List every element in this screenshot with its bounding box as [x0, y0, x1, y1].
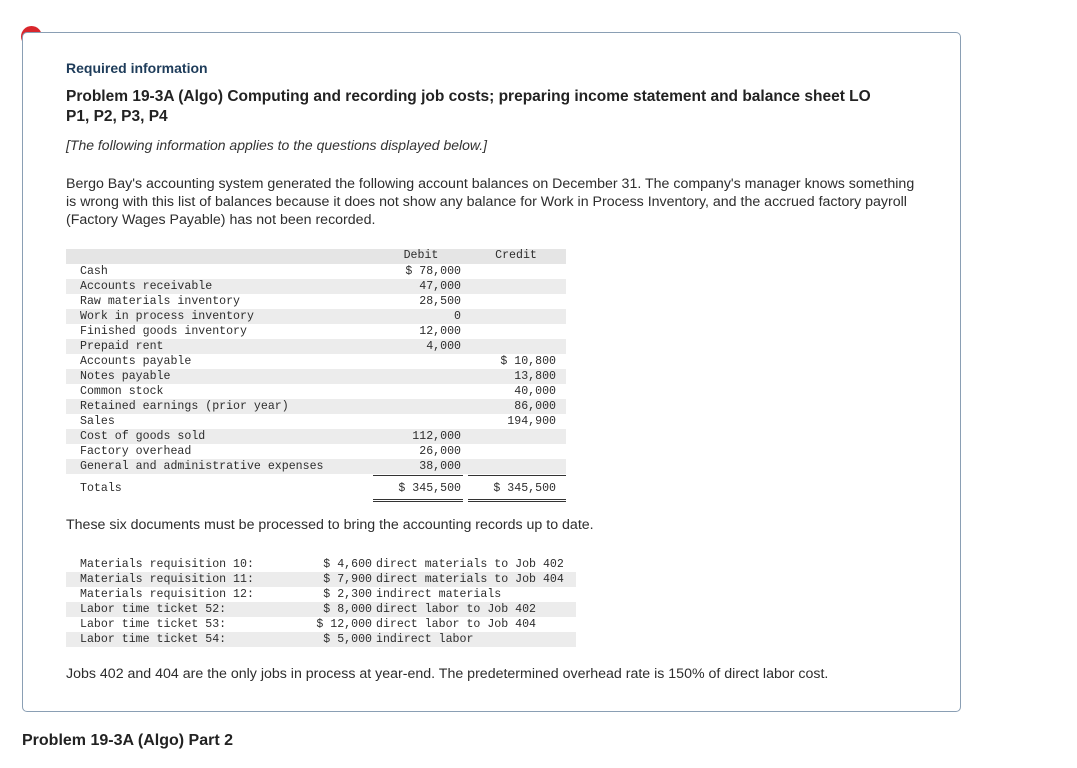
credit-value: 13,800 [514, 370, 556, 383]
document-description: direct materials to Job 402 [376, 558, 564, 571]
account-name: Accounts receivable [80, 280, 213, 293]
document-amount: $ 2,300 [323, 588, 372, 601]
list-item [66, 632, 576, 647]
table-row [66, 369, 566, 384]
closing-note: Jobs 402 and 404 are the only jobs in process at year-end. The predetermined overhead rate is 150% of direct labor cost. [66, 666, 829, 682]
list-item [66, 572, 576, 587]
credit-double-rule-1 [468, 499, 566, 500]
account-name: Common stock [80, 385, 164, 398]
totals-label: Totals [80, 482, 122, 495]
credit-value: 86,000 [514, 400, 556, 413]
document-label: Materials requisition 10: [80, 558, 254, 571]
table-row [66, 429, 566, 444]
debit-total-rule [373, 475, 463, 476]
document-description: direct materials to Job 404 [376, 573, 564, 586]
table-row [66, 279, 566, 294]
account-name: Raw materials inventory [80, 295, 241, 308]
debit-value: $ 78,000 [405, 265, 461, 278]
totals-row [66, 481, 566, 496]
six-documents-text: These six documents must be processed to bring the accounting records up to date. [66, 517, 594, 533]
debit-value: 112,000 [412, 430, 461, 443]
debit-total: $ 345,500 [398, 482, 461, 495]
required-information-label: Required information [66, 60, 208, 76]
table-row [66, 399, 566, 414]
table-row [66, 264, 566, 279]
document-amount: $ 4,600 [323, 558, 372, 571]
debit-value: 28,500 [419, 295, 461, 308]
debit-value: 26,000 [419, 445, 461, 458]
document-label: Labor time ticket 52: [80, 603, 227, 616]
table-row [66, 459, 566, 474]
document-label: Materials requisition 12: [80, 588, 254, 601]
document-label: Materials requisition 11: [80, 573, 254, 586]
list-item [66, 602, 576, 617]
account-name: General and administrative expenses [80, 460, 324, 473]
table-row [66, 294, 566, 309]
account-name: Work in process inventory [80, 310, 254, 323]
account-name: Cash [80, 265, 108, 278]
table-row [66, 414, 566, 429]
table-header-row [66, 249, 566, 264]
required-information-card [22, 32, 961, 712]
account-name: Retained earnings (prior year) [80, 400, 289, 413]
table-row [66, 444, 566, 459]
account-name: Notes payable [80, 370, 171, 383]
debit-value: 12,000 [419, 325, 461, 338]
debit-value: 38,000 [419, 460, 461, 473]
document-description: direct labor to Job 404 [376, 618, 537, 631]
credit-header: Credit [495, 249, 537, 262]
account-name: Finished goods inventory [80, 325, 247, 338]
list-item [66, 557, 576, 572]
table-row [66, 354, 566, 369]
document-amount: $ 5,000 [323, 633, 372, 646]
part-title: Problem 19-3A (Algo) Part 2 [22, 732, 234, 749]
document-label: Labor time ticket 54: [80, 633, 227, 646]
account-name: Factory overhead [80, 445, 192, 458]
document-amount: $ 7,900 [323, 573, 372, 586]
credit-double-rule-2 [468, 501, 566, 502]
list-item [66, 617, 576, 632]
table-row [66, 324, 566, 339]
document-description: indirect labor [376, 633, 474, 646]
list-item [66, 587, 576, 602]
table-row [66, 339, 566, 354]
account-name: Prepaid rent [80, 340, 164, 353]
document-amount: $ 8,000 [323, 603, 372, 616]
document-description: direct labor to Job 402 [376, 603, 537, 616]
debit-value: 0 [454, 310, 461, 323]
table-row [66, 384, 566, 399]
credit-total: $ 345,500 [493, 482, 556, 495]
debit-header: Debit [403, 249, 439, 262]
account-name: Accounts payable [80, 355, 192, 368]
problem-title: Problem 19-3A (Algo) Computing and recording job costs; preparing income statement and balance sheet LO P1, P2, P3, P4 [66, 88, 871, 125]
credit-total-rule [468, 475, 566, 476]
debit-value: 4,000 [426, 340, 461, 353]
document-label: Labor time ticket 53: [80, 618, 227, 631]
credit-value: 40,000 [514, 385, 556, 398]
table-row [66, 309, 566, 324]
debit-double-rule-1 [373, 499, 463, 500]
account-name: Sales [80, 415, 115, 428]
debit-value: 47,000 [419, 280, 461, 293]
intro-paragraph: Bergo Bay's accounting system generated the following account balances on December 31. The company's manager knows something is wrong with this list of balances because it does not show any balance for Work in Process Inventory, and the accrued factory payroll (Factory Wages Payable) has not been recorded. [66, 176, 915, 228]
document-description: indirect materials [376, 588, 502, 601]
credit-value: 194,900 [507, 415, 556, 428]
document-amount: $ 12,000 [316, 618, 372, 631]
credit-value: $ 10,800 [500, 355, 556, 368]
debit-double-rule-2 [373, 501, 463, 502]
account-name: Cost of goods sold [80, 430, 206, 443]
applies-note: [The following information applies to the questions displayed below.] [66, 137, 488, 153]
